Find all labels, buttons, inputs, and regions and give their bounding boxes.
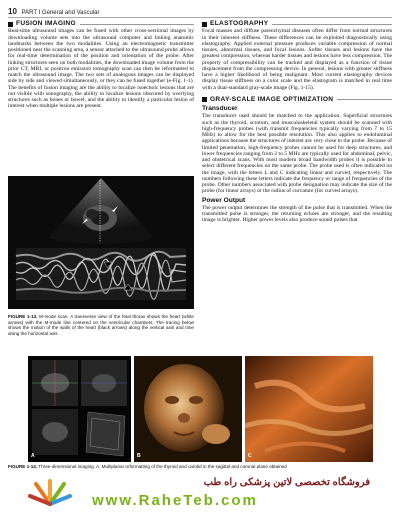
heading-square-icon xyxy=(202,97,207,102)
heading-square-icon xyxy=(8,22,13,27)
panel-label-b: B xyxy=(137,453,141,459)
figure-1-13-label: FIGURE 1-13. xyxy=(8,314,38,319)
figure-1-14-panel-c xyxy=(245,356,373,462)
panel-label-a: A xyxy=(31,453,35,459)
running-title: PART I General and Vascular xyxy=(21,10,100,16)
figure-1-14-caption xyxy=(8,464,392,470)
figure-1-13-text: M-mode scan. A transverse view of the fetal thorax shows the heart (white arrows) with the M-mode line centered on the ventricular chambers. The tracing below shows the motion of the walls of the heart (black arrows) along the vertical axis and time along the horizontal axis. xyxy=(8,314,194,336)
figure-1-14-panel-b xyxy=(134,356,242,462)
figure-1-14-label: FIGURE 1-14. xyxy=(8,464,38,469)
raheteb-logo-icon xyxy=(28,478,72,508)
transducer-paragraph: The transducer used should be matched to the application. Superficial structures such as the thyroid, scrotum, and musculoskeletal system should be scanned with high-frequency probes (with transmit frequencies typically varying from 7 to 15 MHz) to allow for the best possible resolution. This also applies to endoluminal applications because the structures of interest are very close to the probe. Because of limited penetration, high-frequency probes cannot be used for deep structures, and lower frequencies ranging from 2 to 5 MHz are typically used for abdominal, pelvic, and obstetrical scans. With most modern broad bandwidth probes it is possible to select different frequencies on the same probe. The probe used is often indicated on the image, with the letters L and C indicating linear and curved, respectively. The numbers following these letters indicate the frequency or range of frequencies of the probe. Other numbers associated with probe designation may indicate the size of the probe (for linear arrays) or the radius of curvature (for curved arrays). xyxy=(202,113,392,195)
panel-label-c: C xyxy=(248,453,252,459)
watermark-persian-text: فروشگاه تخصصی لاتین پزشکی راه طب xyxy=(203,477,370,488)
fusion-body xyxy=(8,28,194,109)
heading-square-icon xyxy=(202,22,207,27)
mmode-scan-graphic xyxy=(8,176,194,309)
running-header xyxy=(8,7,100,16)
power-paragraph: The power output determines the strength of the pulse that is transmitted. When the transmitted pulse is stronger, the returning echoes are stronger, and the resulting image is brighter. Higher power levels also produce sound pulses that xyxy=(202,204,392,224)
figure-1-14-panel-a xyxy=(28,356,131,462)
header-rule xyxy=(8,17,392,18)
page-number: 10 xyxy=(8,7,17,16)
subheading-transducer: Transducer xyxy=(202,105,238,112)
figure-1-14-text: Three-dimensional imaging. A, Multiplanar reformatting of the thyroid and carotid in the sagittal and coronal plane obtained xyxy=(38,464,287,469)
right-column xyxy=(202,21,392,224)
section-heading-grayscale: GRAY-SCALE IMAGE OPTIMIZATION xyxy=(202,97,392,103)
figure-1-13-caption xyxy=(8,314,194,336)
section-heading-fusion: FUSION IMAGING xyxy=(8,21,194,27)
left-column xyxy=(8,21,194,110)
subheading-power-output: Power Output xyxy=(202,196,246,204)
mmode-figure-image xyxy=(8,176,194,309)
fusion-paragraph: Real-time ultrasound images can be fused with other cross-sectional images by downloading volume sets into the ultrasound computer and linking anatomic landmarks between the two modalities. Using an electromagnetic transmitter positioned near the scanning area, a sensor attached to the ultrasound probe allows for real-time determination of the position and orientation of the probe. After linking structures seen on both modalities, the downloaded image volume from the prior CT, MRI, or positron emission tomography scan can then be reformatted to match the ultrasound image. The two sets of analogous images can be displayed side by side and viewed simultaneously, or they can be fused together (e-Fig. 1-1). The benefits of fusion imaging are the ability to localize isoechoic lesions that are not visible with sonography, the ability to localize lesions obscured by overlying structures such as bones or bowel, and the ability to identify a particular lesion of interest when multiple lesions are present. xyxy=(8,28,194,110)
section-heading-elastography: ELASTOGRAPHY xyxy=(202,21,392,27)
elastography-paragraph: Focal masses and diffuse parenchymal diseases often differ from normal structures in their inherent stiffness. These differences can be exploited diagnostically using elastography. Applied external pressure produces variable compression of normal tissues, abnormal tissues, and focal lesions. Softer tissues and lesions have the greatest compression, whereas harder tissues and lesions have less compression. The property of compressibility can be tracked and displayed as a function of tissue displacement from the compressing device. In general, lesions with greater stiffness have a higher likelihood of being malignant. Most current elastography devices display tissue stiffness on a color scale and the elastogram is matched in real time with a dual-standard gray-scale image (Fig. 1-15). xyxy=(202,28,392,91)
watermark-url[interactable]: www.RaheTeb.com xyxy=(92,492,258,509)
watermark-banner xyxy=(0,474,400,512)
